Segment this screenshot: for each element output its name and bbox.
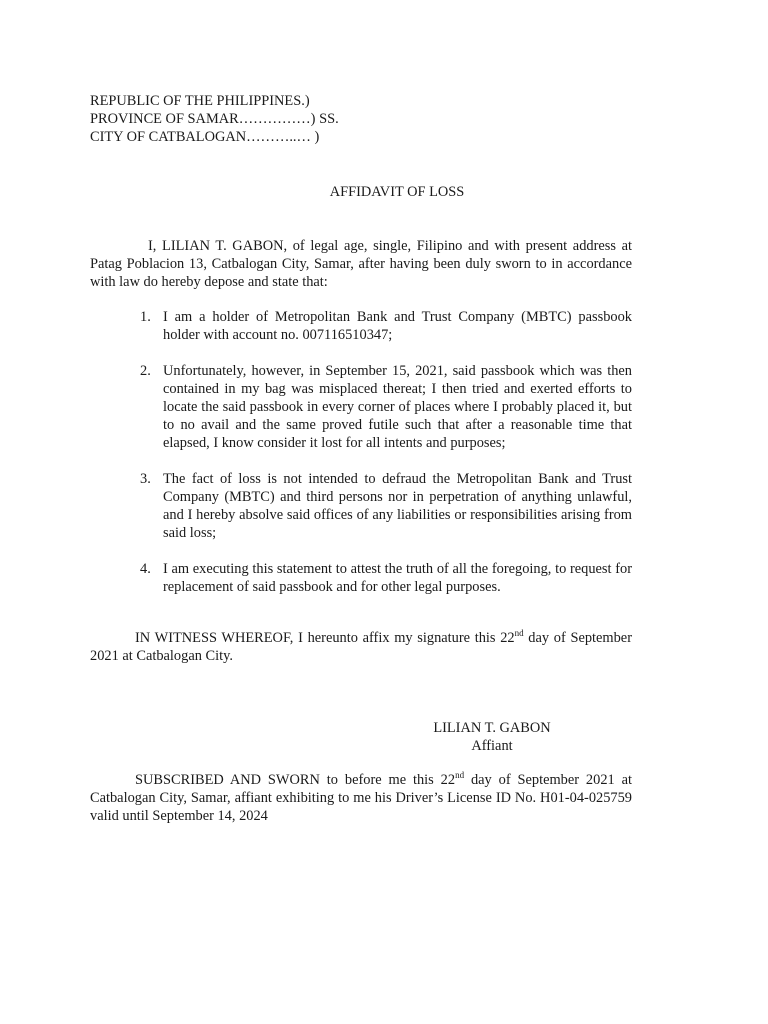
statement-item [138, 470, 632, 542]
jurat-clause [90, 771, 632, 825]
witness-clause [90, 629, 632, 665]
signature-block [430, 719, 554, 755]
intro-paragraph: I, LILIAN T. GABON, of legal age, single, Filipino and with present address at Patag Poblacion 13, Catbalogan City, Samar, after having been duly sworn to in accordance with law do hereby depose and state that: [90, 238, 632, 290]
statement-item [138, 308, 632, 344]
jurat-text-start: SUBSCRIBED AND SWORN to before me this 22 [135, 772, 456, 788]
item-text: I am a holder of Metropolitan Bank and Trust Company (MBTC) passbook holder with account no. 007116510347; [163, 309, 632, 343]
caption-province: PROVINCE OF SAMAR……………) SS. [90, 111, 339, 127]
caption-republic: REPUBLIC OF THE PHILIPPINES.) [90, 93, 310, 109]
jurat-text-end: day of September 2021 at Catbalogan City, Samar, affiant exhibiting to me his Driver’s License ID No. H01-04-025759 valid until September 14, 2024 [90, 772, 632, 824]
item-text: Unfortunately, however, in September 15, 2021, said passbook which was then contained in my bag was misplaced thereat; I then tried and exerted efforts to locate the said passbook in every corner of places where I probably placed it, but to no avail and the same proved futile such that after a reasonable time that elapsed, I know consider it lost for all intents and purposes; [163, 363, 632, 451]
document-title: AFFIDAVIT OF LOSS [329, 184, 465, 200]
caption-city: CITY OF CATBALOGAN………..… ) [90, 129, 320, 145]
statement-item [138, 560, 632, 596]
item-number: 1. [140, 309, 151, 325]
affiant-role: Affiant [471, 738, 513, 754]
statement-list [138, 308, 632, 614]
item-number: 2. [140, 363, 151, 379]
affiant-name: LILIAN T. GABON [433, 720, 551, 736]
witness-text-end: day of September 2021 at Catbalogan City. [90, 630, 632, 664]
item-text: I am executing this statement to attest the truth of all the foregoing, to request for replacement of said passbook and for other legal purposes. [163, 561, 632, 595]
item-text: The fact of loss is not intended to defraud the Metropolitan Bank and Trust Company (MBTC) and third persons nor in perpetration of anything unlawful, and I hereby absolve said offices of any liabilities or responsibilities arising from said loss; [163, 471, 632, 541]
statement-item [138, 362, 632, 452]
witness-ordinal-suffix: nd [514, 628, 524, 638]
witness-text-start: IN WITNESS WHEREOF, I hereunto affix my signature this 22 [135, 630, 515, 646]
jurat-ordinal-suffix: nd [455, 770, 465, 780]
item-number: 4. [140, 561, 151, 577]
item-number: 3. [140, 471, 151, 487]
venue-caption [90, 92, 339, 146]
